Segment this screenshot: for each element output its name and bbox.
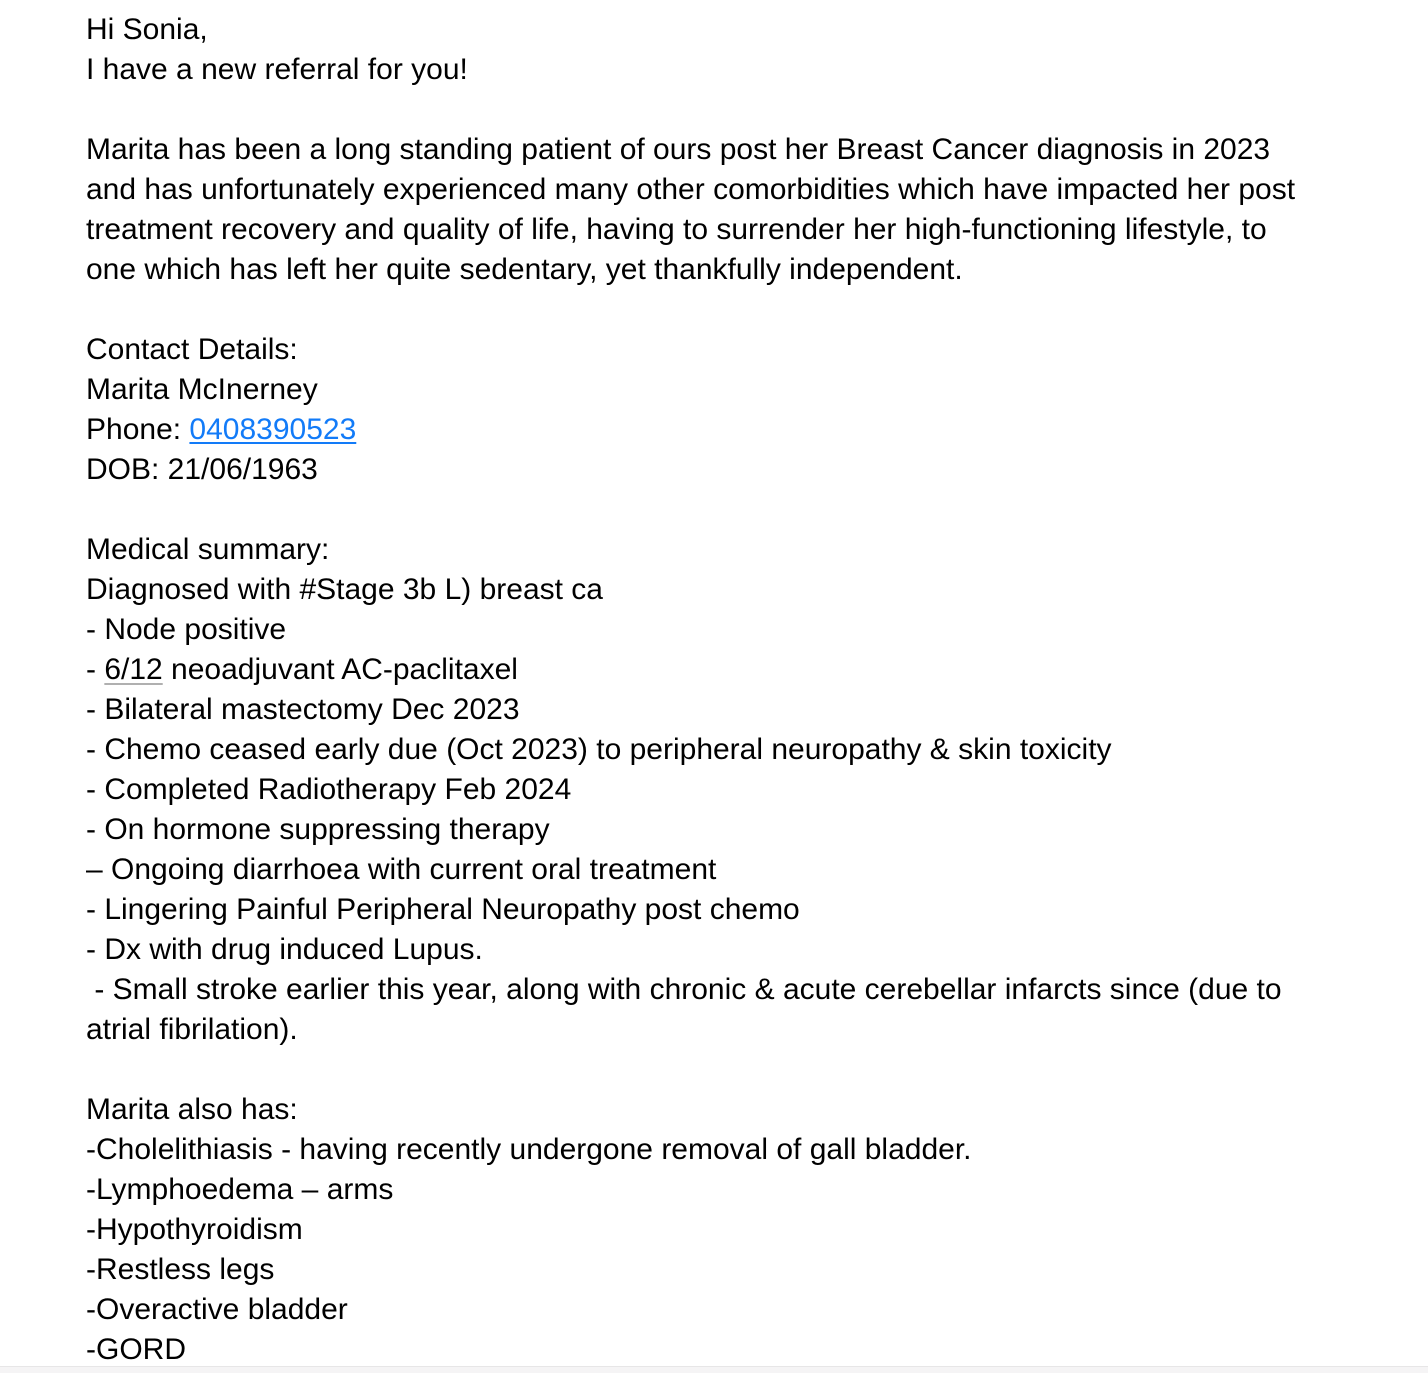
text-segment: - — [86, 653, 105, 686]
text-line — [86, 850, 1388, 890]
data-detector-link[interactable]: 6/12 — [104, 653, 163, 686]
text-segment: – Ongoing diarrhoea with current oral treatment — [86, 853, 717, 886]
email-body — [86, 10, 1388, 1370]
text-segment: and has unfortunately experienced many other comorbidities which have impacted her post — [86, 173, 1296, 206]
text-line — [86, 1090, 1388, 1130]
text-segment: -Overactive bladder — [86, 1293, 348, 1326]
blank-line — [86, 490, 1388, 530]
text-line — [86, 690, 1388, 730]
text-line — [86, 570, 1388, 610]
text-segment: DOB: 21/06/1963 — [86, 453, 318, 486]
text-line — [86, 930, 1388, 970]
text-segment: - Completed Radiotherapy Feb 2024 — [86, 773, 572, 806]
text-line — [86, 410, 1388, 450]
text-segment: - Bilateral mastectomy Dec 2023 — [86, 693, 520, 726]
text-segment: - Small stroke earlier this year, along with chronic & acute cerebellar infarcts since (due to — [86, 973, 1282, 1006]
text-line — [86, 610, 1388, 650]
text-segment: - Node positive — [86, 613, 287, 646]
text-segment: Marita has been a long standing patient of ours post her Breast Cancer diagnosis in 2023 — [86, 133, 1271, 166]
text-line — [86, 1250, 1388, 1290]
text-segment: Diagnosed with #Stage 3b L) breast ca — [86, 573, 603, 606]
text-line — [86, 1010, 1388, 1050]
text-segment: - Chemo ceased early due (Oct 2023) to peripheral neuropathy & skin toxicity — [86, 733, 1112, 766]
window-bottom-edge — [0, 1366, 1428, 1373]
text-line — [86, 890, 1388, 930]
text-line — [86, 1290, 1388, 1330]
text-segment: -Hypothyroidism — [86, 1213, 303, 1246]
text-line — [86, 450, 1388, 490]
text-line — [86, 10, 1388, 50]
text-segment: -GORD — [86, 1333, 186, 1366]
text-line — [86, 50, 1388, 90]
blank-line — [86, 1050, 1388, 1090]
text-segment: - Dx with drug induced Lupus. — [86, 933, 483, 966]
blank-line — [86, 290, 1388, 330]
text-line — [86, 1210, 1388, 1250]
text-segment: atrial fibrilation). — [86, 1013, 298, 1046]
text-line — [86, 650, 1388, 690]
text-segment: Marita also has: — [86, 1093, 298, 1126]
phone-link[interactable]: 0408390523 — [189, 413, 357, 446]
text-segment: Marita McInerney — [86, 373, 318, 406]
text-segment: Medical summary: — [86, 533, 330, 566]
text-line — [86, 730, 1388, 770]
text-segment: -Lymphoedema – arms — [86, 1173, 394, 1206]
text-segment: treatment recovery and quality of life, having to surrender her high-functioning lifestyle, to — [86, 213, 1267, 246]
text-line — [86, 530, 1388, 570]
text-line — [86, 210, 1388, 250]
text-line — [86, 370, 1388, 410]
text-line — [86, 770, 1388, 810]
blank-line — [86, 90, 1388, 130]
text-line — [86, 810, 1388, 850]
text-line — [86, 250, 1388, 290]
text-line — [86, 1130, 1388, 1170]
text-line — [86, 170, 1388, 210]
text-segment: - On hormone suppressing therapy — [86, 813, 550, 846]
text-segment: Contact Details: — [86, 333, 298, 366]
text-segment: -Cholelithiasis - having recently undergone removal of gall bladder. — [86, 1133, 972, 1166]
text-line — [86, 1330, 1388, 1370]
text-line — [86, 130, 1388, 170]
text-segment: - Lingering Painful Peripheral Neuropathy post chemo — [86, 893, 800, 926]
text-segment: one which has left her quite sedentary, yet thankfully independent. — [86, 253, 963, 286]
text-segment: neoadjuvant AC-paclitaxel — [162, 653, 518, 686]
text-line — [86, 330, 1388, 370]
text-segment: Hi Sonia, — [86, 13, 208, 46]
text-segment: Phone: — [86, 413, 190, 446]
text-segment: I have a new referral for you! — [86, 53, 468, 86]
text-line — [86, 970, 1388, 1010]
text-line — [86, 1170, 1388, 1210]
text-segment: -Restless legs — [86, 1253, 275, 1286]
